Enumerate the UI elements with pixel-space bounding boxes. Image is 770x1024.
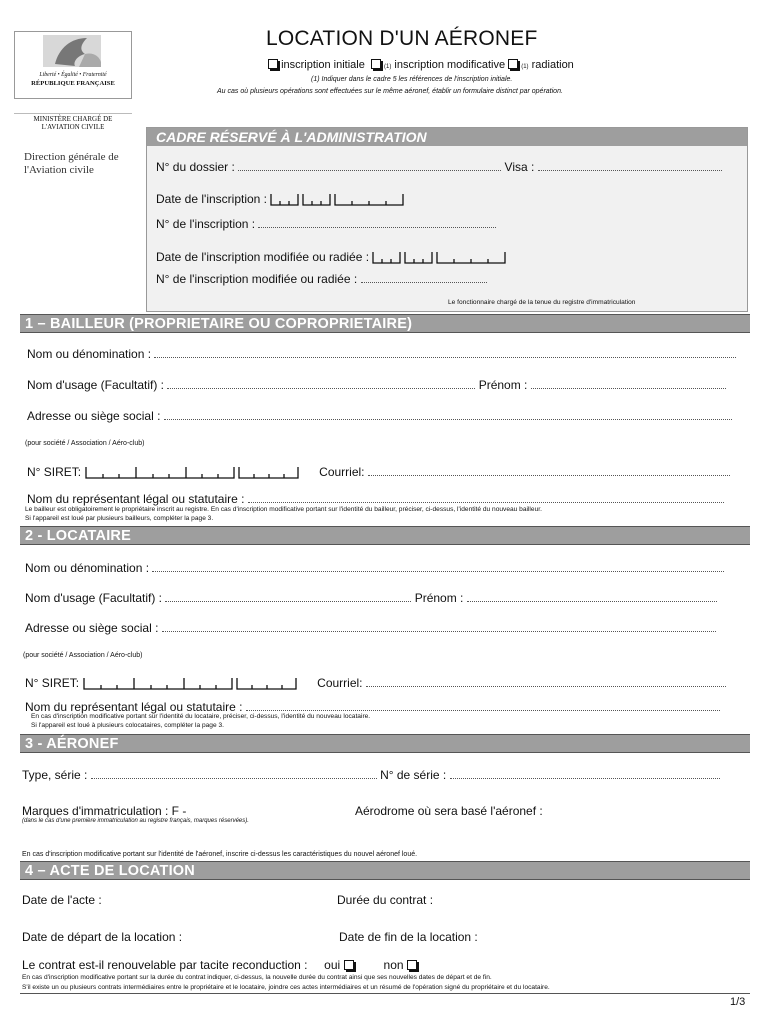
field-date-inscription[interactable]	[270, 193, 406, 205]
locataire-note-2: Si l'appareil est loué à plusieurs colocataires, compléter la page 3.	[31, 722, 224, 729]
acte-note-2: S'il existe un ou plusieurs contrats intermédiaires entre le propriétaire et le locataire, joindre ces actes intermédiaires et un résumé de l'opération signé du propriétaire et du locataire.	[22, 984, 550, 991]
locataire-representant-row	[25, 700, 720, 714]
label-locataire-usage: Nom d'usage (Facultatif) :	[25, 591, 163, 605]
field-locataire-nom[interactable]	[152, 562, 724, 572]
aeronef-marques: Marques d'immatriculation : F -	[22, 804, 187, 818]
direction-label	[24, 151, 119, 177]
direction-line-1: Direction générale de	[24, 151, 119, 163]
label-radiation: radiation	[531, 59, 574, 71]
acte-depart: Date de départ de la location :	[22, 930, 183, 944]
acte-fin: Date de fin de la location :	[339, 930, 478, 944]
section-locataire-title: 2 - LOCATAIRE	[20, 526, 750, 545]
admin-dossier-row	[156, 160, 722, 174]
admin-date-modif-row	[156, 250, 508, 264]
aeronef-marques-note: (dans le cas d'une première immatriculation au registre français, marques réservées).	[22, 818, 249, 824]
admin-date-row	[156, 192, 406, 206]
bailleur-siret-row	[27, 465, 730, 479]
ministry-label	[14, 113, 132, 131]
bailleur-note-1: Le bailleur est obligatoirement le propriétaire inscrit au registre. En cas d'inscription modificative portant sur l'identité du bailleur, préciser, ci-dessus, l'identité du nouveau bailleur.	[25, 506, 542, 513]
label-bailleur-representant: Nom du représentant légal ou statutaire :	[27, 492, 245, 506]
label-num-inscription: N° de l'inscription :	[156, 217, 256, 231]
note-ref-radiation: (1)	[521, 64, 529, 70]
label-locataire-siret: N° SIRET:	[25, 676, 80, 690]
page-number: 1/3	[730, 996, 746, 1008]
section-acte-title: 4 – ACTE DE LOCATION	[20, 861, 750, 880]
label-locataire-representant: Nom du représentant légal ou statutaire :	[25, 700, 243, 714]
label-inscription-modificative: inscription modificative	[394, 59, 506, 71]
label-bailleur-prenom: Prénom :	[478, 378, 528, 392]
locataire-nom-row	[25, 561, 724, 575]
field-aeronef-type[interactable]	[91, 769, 377, 779]
bailleur-representant-row	[27, 492, 724, 506]
label-oui: oui	[324, 958, 341, 972]
logo-motto: Liberté • Égalité • Fraternité	[39, 72, 107, 78]
label-date-modif: Date de l'inscription modifiée ou radiée :	[156, 250, 370, 264]
admin-footer: Le fonctionnaire chargé de la tenue du registre d'immatriculation	[448, 299, 636, 306]
label-bailleur-nom: Nom ou dénomination :	[27, 347, 152, 361]
acte-duree: Durée du contrat :	[337, 893, 434, 907]
acte-date: Date de l'acte :	[22, 893, 102, 907]
label-locataire-courriel: Courriel:	[317, 676, 363, 690]
locataire-note-1: En cas d'inscription modificative portant sur l'identité du locataire, préciser, ci-dessus, l'identité du nouveau locataire.	[31, 713, 371, 720]
label-aeronef-type: Type, série :	[22, 768, 88, 782]
label-bailleur-adresse: Adresse ou siège social :	[27, 409, 161, 423]
field-num-modif[interactable]	[361, 273, 487, 283]
label-bailleur-courriel: Courriel:	[319, 465, 365, 479]
field-locataire-prenom[interactable]	[467, 592, 717, 602]
bailleur-societe-note: (pour société / Association / Aéro-club)	[25, 440, 145, 447]
field-dossier[interactable]	[238, 161, 501, 171]
checkbox-non[interactable]	[407, 960, 417, 970]
field-locataire-adresse[interactable]	[162, 622, 716, 632]
acte-renouvelable-row	[22, 958, 417, 972]
marianne-icon	[15, 32, 131, 72]
bottom-divider	[20, 993, 750, 994]
aeronef-aerodrome: Aérodrome où sera basé l'aéronef :	[355, 804, 543, 818]
ministry-line-2: L'AVIATION CIVILE	[41, 123, 105, 131]
field-num-inscription[interactable]	[258, 218, 496, 228]
field-locataire-representant[interactable]	[246, 701, 720, 711]
label-locataire-prenom: Prénom :	[414, 591, 464, 605]
section-aeronef-title: 3 - AÉRONEF	[20, 734, 750, 753]
field-bailleur-adresse[interactable]	[164, 410, 732, 420]
bailleur-usage-row	[27, 378, 726, 392]
aeronef-type-row	[22, 768, 720, 782]
note-ref-modificative: (1)	[384, 64, 392, 70]
marianne-logo	[14, 31, 132, 99]
direction-line-2: l'Aviation civile	[24, 164, 94, 176]
checkbox-inscription-initiale[interactable]	[268, 59, 278, 69]
operation-options	[268, 59, 574, 71]
field-bailleur-siret[interactable]	[84, 466, 302, 478]
checkbox-oui[interactable]	[344, 960, 354, 970]
bailleur-nom-row	[27, 347, 736, 361]
field-locataire-usage[interactable]	[165, 592, 411, 602]
label-date-inscription: Date de l'inscription :	[156, 192, 268, 206]
bailleur-adresse-row	[27, 409, 732, 423]
label-aeronef-serie: N° de série :	[380, 768, 447, 782]
label-locataire-nom: Nom ou dénomination :	[25, 561, 150, 575]
field-locataire-courriel[interactable]	[366, 677, 726, 687]
label-bailleur-siret: N° SIRET:	[27, 465, 82, 479]
acte-note-1: En cas d'inscription modificative portant sur la durée du contrat indiquer, ci-dessus, la nouvelle durée du contrat ainsi que ses nouvelles dates de départ et de fin.	[22, 974, 492, 981]
logo-republique: RÉPUBLIQUE FRANÇAISE	[31, 80, 115, 87]
ministry-line-1: MINISTÈRE CHARGÉ DE	[33, 115, 113, 123]
field-aeronef-serie[interactable]	[450, 769, 720, 779]
aeronef-note: En cas d'inscription modificative portant sur l'identité de l'aéronef, inscrire ci-dessus les caractéristiques du nouvel aéronef loué.	[22, 851, 418, 858]
bailleur-note-2: Si l'appareil est loué par plusieurs bailleurs, compléter la page 3.	[25, 515, 214, 522]
checkbox-inscription-modificative[interactable]	[371, 59, 381, 69]
locataire-siret-row	[25, 676, 726, 690]
checkbox-radiation[interactable]	[508, 59, 518, 69]
header-note-1: (1) Indiquer dans le cadre 5 les références de l'inscription initiale.	[311, 76, 513, 83]
label-bailleur-usage: Nom d'usage (Facultatif) :	[27, 378, 165, 392]
admin-title: CADRE RÉSERVÉ À L'ADMINISTRATION	[147, 128, 747, 146]
label-renouvelable: Le contrat est-il renouvelable par tacite reconduction :	[22, 958, 308, 972]
field-bailleur-courriel[interactable]	[368, 466, 730, 476]
field-bailleur-nom[interactable]	[154, 348, 736, 358]
field-bailleur-representant[interactable]	[248, 493, 724, 503]
label-visa: Visa :	[504, 160, 535, 174]
field-visa[interactable]	[538, 161, 722, 171]
page-title: LOCATION D'UN AÉRONEF	[266, 27, 538, 50]
locataire-societe-note: (pour société / Association / Aéro-club)	[23, 652, 143, 659]
admin-num-modif-row	[156, 272, 487, 286]
field-bailleur-usage[interactable]	[167, 379, 475, 389]
field-locataire-siret[interactable]	[82, 677, 300, 689]
field-date-modif[interactable]	[372, 251, 508, 263]
label-dossier: N° du dossier :	[156, 160, 235, 174]
admin-num-row	[156, 217, 496, 231]
section-bailleur-title: 1 – BAILLEUR (PROPRIETAIRE OU COPROPRIETAIRE)	[20, 314, 750, 333]
locataire-adresse-row	[25, 621, 716, 635]
label-num-modif: N° de l'inscription modifiée ou radiée :	[156, 272, 358, 286]
field-bailleur-prenom[interactable]	[531, 379, 726, 389]
label-inscription-initiale: inscription initiale	[281, 59, 365, 71]
label-non: non	[383, 958, 404, 972]
header-note-2: Au cas où plusieurs opérations sont effectuées sur le même aéronef, établir un formulaire distinct par opération.	[217, 88, 563, 95]
label-locataire-adresse: Adresse ou siège social :	[25, 621, 159, 635]
locataire-usage-row	[25, 591, 717, 605]
